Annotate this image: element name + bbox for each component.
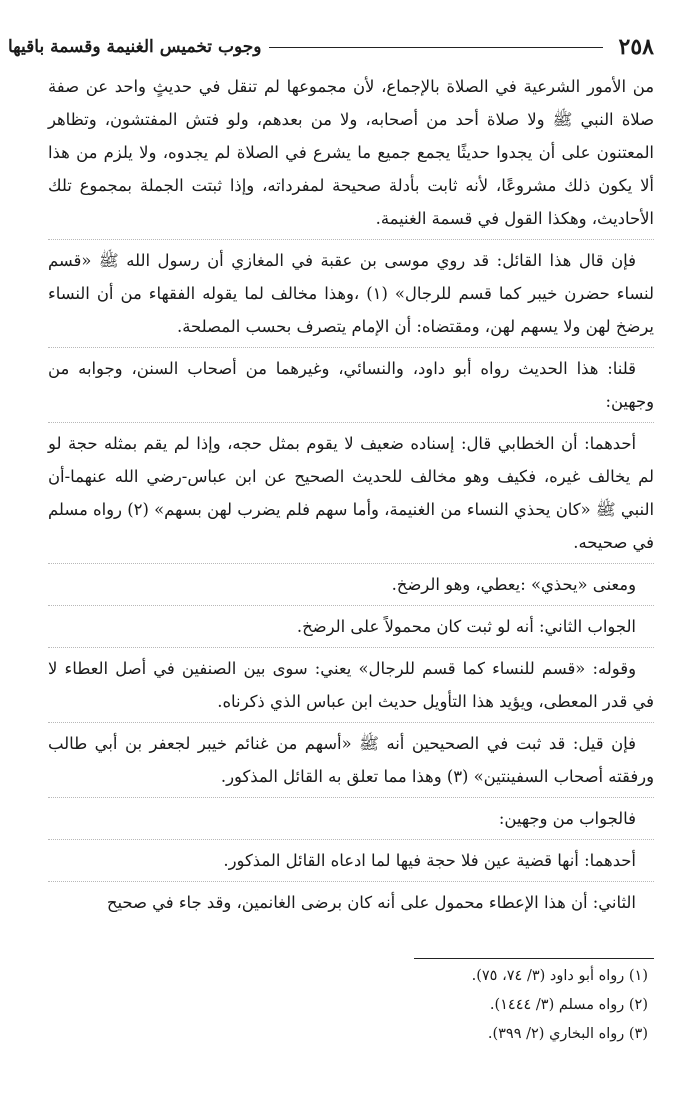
paragraph: من الأمور الشرعية في الصلاة بالإجماع، لأن مجموعها لم تنقل في حديثٍ واحد عن صفة صلاة النبي ﷺ ولا صلاة أحد من أصحابه، ولا من بعدهم، ولو فتش المفتشون، وتظاهر المعتنون على أن يجدوا حديثًا يجمع جميع ما يشرع في الصلاة لم يجدوه، ولا يلزم من هذا ألا يكون ذلك مشروعًا، لأنه ثابت بأدلة صحيحة لمفرداته، وإذا ثبتت الجملة بمجموع تلك الأحاديث، وهكذا القول في قسمة الغنيمة.: [48, 70, 654, 240]
paragraph: قلنا: هذا الحديث رواه أبو داود، والنسائي، وغيرهما من أصحاب السنن، وجوابه من وجهين:: [48, 352, 654, 423]
footnotes: [48, 962, 648, 1049]
footnote: (٢) رواه مسلم (٣/ ١٤٤٤).: [489, 997, 648, 1013]
paragraph: الثاني: أن هذا الإعطاء محمول على أنه كان برضى الغانمين، وقد جاء في صحيح: [106, 893, 636, 912]
paragraph: فإن قال هذا القائل: قد روي موسى بن عقبة في المغازي أن رسول الله ﷺ «قسم لنساء حضرن خيبر كما قسم للرجال» (١) ،وهذا مخالف لما يقوله الفقهاء من أن النساء يرضخ لهن ولا يسهم لهن، ومقتضاه: أن الإمام يتصرف بحسب المصلحة.: [48, 244, 654, 348]
footnote-divider: [414, 958, 654, 959]
page-body: [48, 70, 654, 927]
running-title: وجوب تخميس الغنيمة وقسمة باقيها: [8, 37, 262, 57]
footnote: (٣) رواه البخاري (٢/ ٣٩٩).: [487, 1026, 648, 1042]
paragraph: الجواب الثاني: أنه لو ثبت كان محمولاً على الرضخ.: [48, 610, 654, 648]
paragraph: أحدهما: أنها قضية عين فلا حجة فيها لما ادعاه القائل المذكور.: [48, 844, 654, 882]
paragraph: فالجواب من وجهين:: [48, 802, 654, 840]
paragraph: ومعنى «يحذي» :يعطي، وهو الرضخ.: [48, 568, 654, 606]
footnote: (١) رواه أبو داود (٣/ ٧٤، ٧٥).: [471, 968, 648, 984]
paragraph: أحدهما: أن الخطابي قال: إسناده ضعيف لا يقوم بمثل حجه، وإذا لم يقم بمثله حجة لو لم يخالف غيره، فكيف وهو مخالف للحديث الصحيح عن ابن عباس-رضي الله عنهما-أن النبي ﷺ «كان يحذي النساء من الغنيمة، وأما سهم فلم يضرب لهن بسهم» (٢) رواه مسلم في صحيحه.: [48, 427, 654, 564]
page-number: ٢٥٨: [618, 34, 654, 60]
header-rule: [269, 47, 602, 48]
paragraph: وقوله: «قسم للنساء كما قسم للرجال» يعني: سوى بين الصنفين في أصل العطاء لا في قدر المعطى، ويؤيد هذا التأويل حديث ابن عباس الذي ذكرناه.: [48, 652, 654, 723]
paragraph: فإن قيل: قد ثبت في الصحيحين أنه ﷺ «أسهم من غنائم خيبر لجعفر بن أبي طالب ورفقته أصحاب السفينتين» (٣) وهذا مما تعلق به القائل المذكور.: [48, 727, 654, 798]
page-header: [8, 30, 654, 64]
